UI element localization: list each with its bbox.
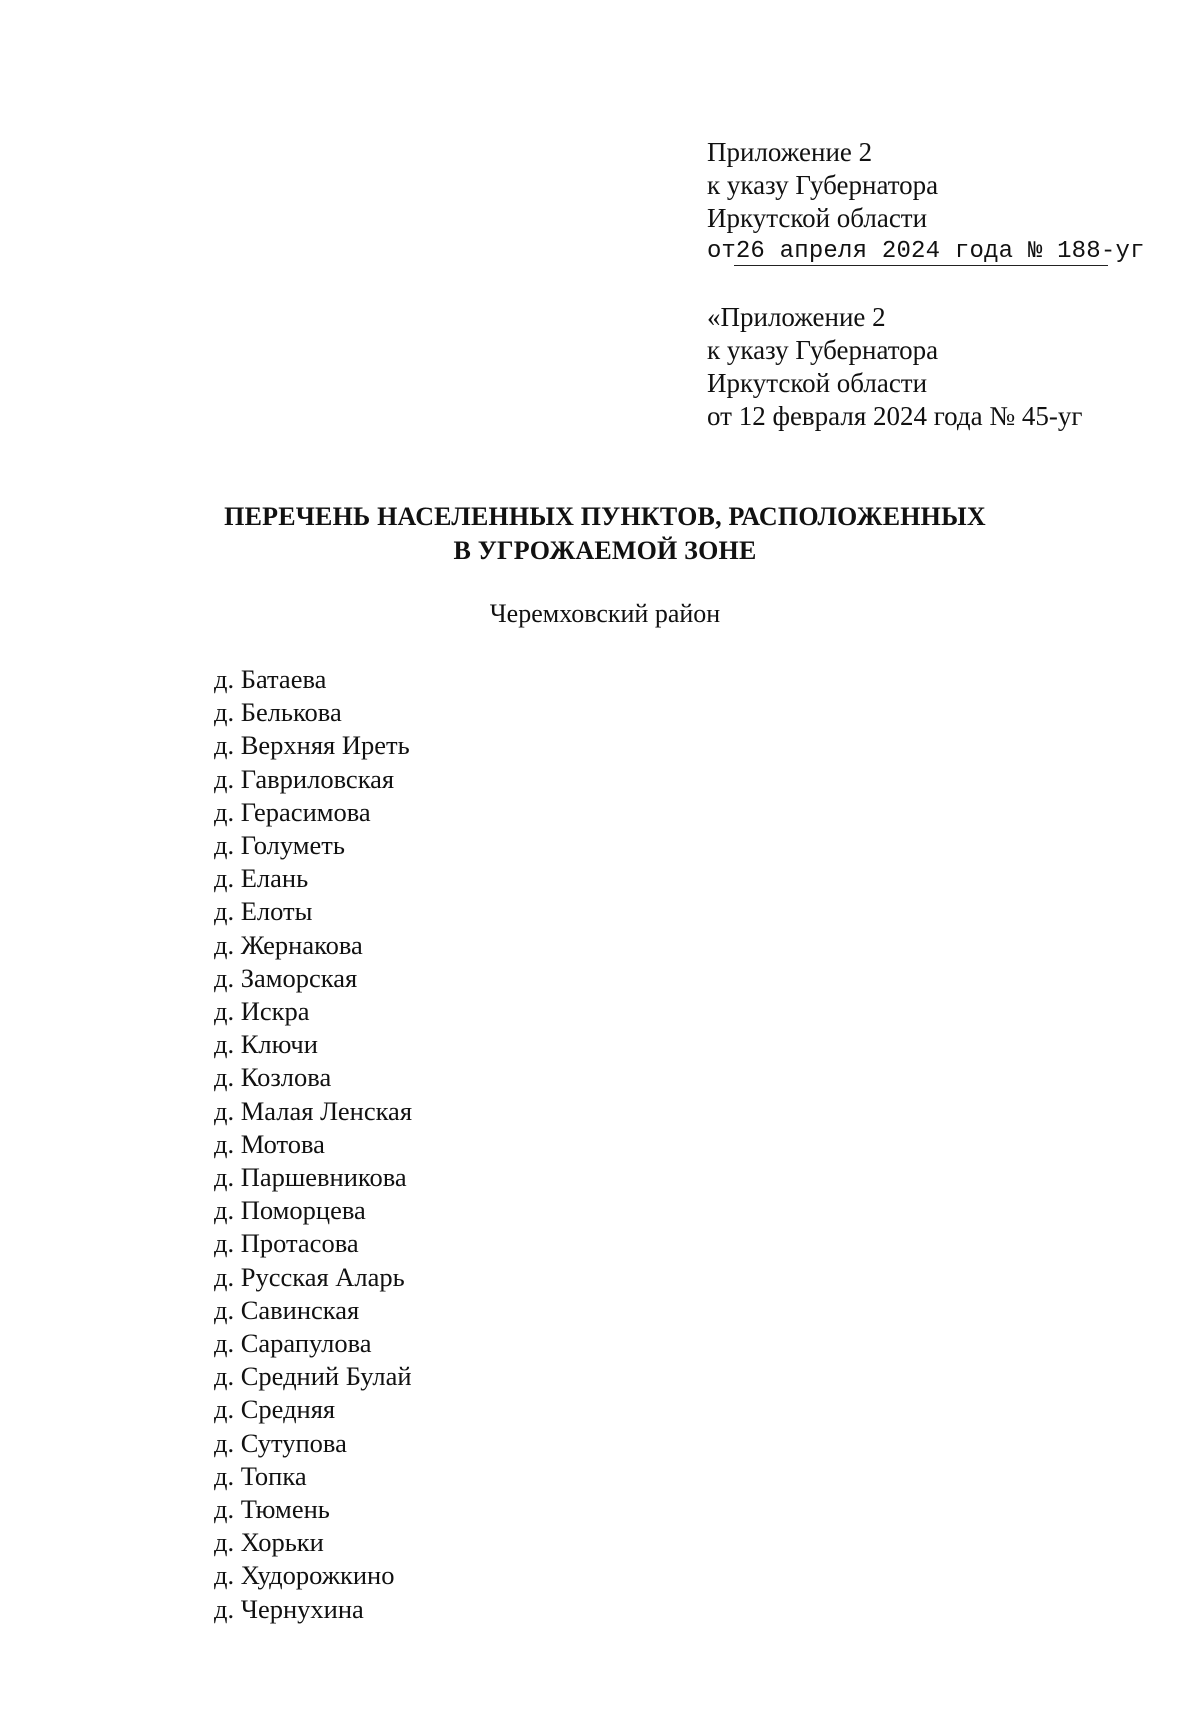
settlement-item: д. Елань	[214, 863, 309, 894]
document-title-line: ПЕРЕЧЕНЬ НАСЕЛЕННЫХ ПУНКТОВ, РАСПОЛОЖЕННЫХ	[224, 502, 986, 531]
settlement-item: д. Худорожкино	[214, 1560, 395, 1591]
date-underline	[734, 265, 1108, 266]
settlement-item: д. Русская Аларь	[214, 1261, 405, 1292]
settlement-item: д. Верхняя Иреть	[214, 730, 410, 761]
settlement-item: д. Батаева	[214, 664, 327, 694]
settlement-item: д. Белькова	[214, 697, 342, 728]
appendix-header-line: Иркутской области	[707, 203, 928, 233]
settlement-item: д. Сутупова	[214, 1427, 347, 1458]
date-prefix: от	[707, 238, 736, 265]
settlement-item: д. Средняя	[214, 1394, 336, 1425]
settlement-item: д. Протасова	[214, 1228, 359, 1259]
document-title-line: В УГРОЖАЕМОЙ ЗОНЕ	[453, 536, 757, 565]
settlement-item: д. Малая Ленская	[214, 1095, 413, 1126]
appendix-date-row	[707, 235, 1145, 268]
settlement-item: д. Средний Булай	[214, 1361, 412, 1392]
settlement-item: д. Поморцева	[214, 1195, 366, 1226]
settlement-item: д. Мотова	[214, 1128, 325, 1159]
settlement-item: д. Козлова	[214, 1062, 332, 1093]
settlement-item: д. Голуметь	[214, 830, 345, 861]
district-heading: Черемховский район	[489, 599, 721, 628]
settlement-item: д. Хорьки	[214, 1527, 324, 1558]
settlement-item: д. Паршевникова	[214, 1162, 407, 1193]
settlement-item: д. Топка	[214, 1460, 307, 1491]
settlement-item: д. Заморская	[214, 962, 358, 993]
settlement-item: д. Искра	[214, 996, 310, 1027]
previous-appendix-header	[707, 301, 1082, 433]
settlement-item: д. Савинская	[214, 1294, 360, 1325]
settlement-item: д. Елоты	[214, 896, 313, 927]
document-title	[200, 500, 1010, 568]
appendix-header-line: Приложение 2	[707, 137, 873, 167]
appendix-header-line: к указу Губернатора	[707, 170, 939, 200]
settlement-list	[214, 663, 412, 1626]
appendix-header	[707, 136, 1145, 268]
previous-header-line: «Приложение 2	[707, 302, 886, 332]
settlement-item: д. Гавриловская	[214, 763, 395, 794]
settlement-item: д. Жернакова	[214, 929, 363, 960]
previous-header-line: к указу Губернатора	[707, 335, 939, 365]
date-filled-value: 26 апреля 2024 года № 188-уг	[735, 238, 1145, 265]
previous-header-line: от 12 февраля 2024 года № 45-уг	[707, 401, 1083, 431]
settlement-item: д. Тюмень	[214, 1494, 330, 1525]
previous-header-line: Иркутской области	[707, 368, 928, 398]
settlement-item: д. Ключи	[214, 1029, 318, 1060]
settlement-item: д. Сарапулова	[214, 1328, 372, 1359]
settlement-item: д. Чернухина	[214, 1593, 364, 1624]
settlement-item: д. Герасимова	[214, 796, 371, 827]
